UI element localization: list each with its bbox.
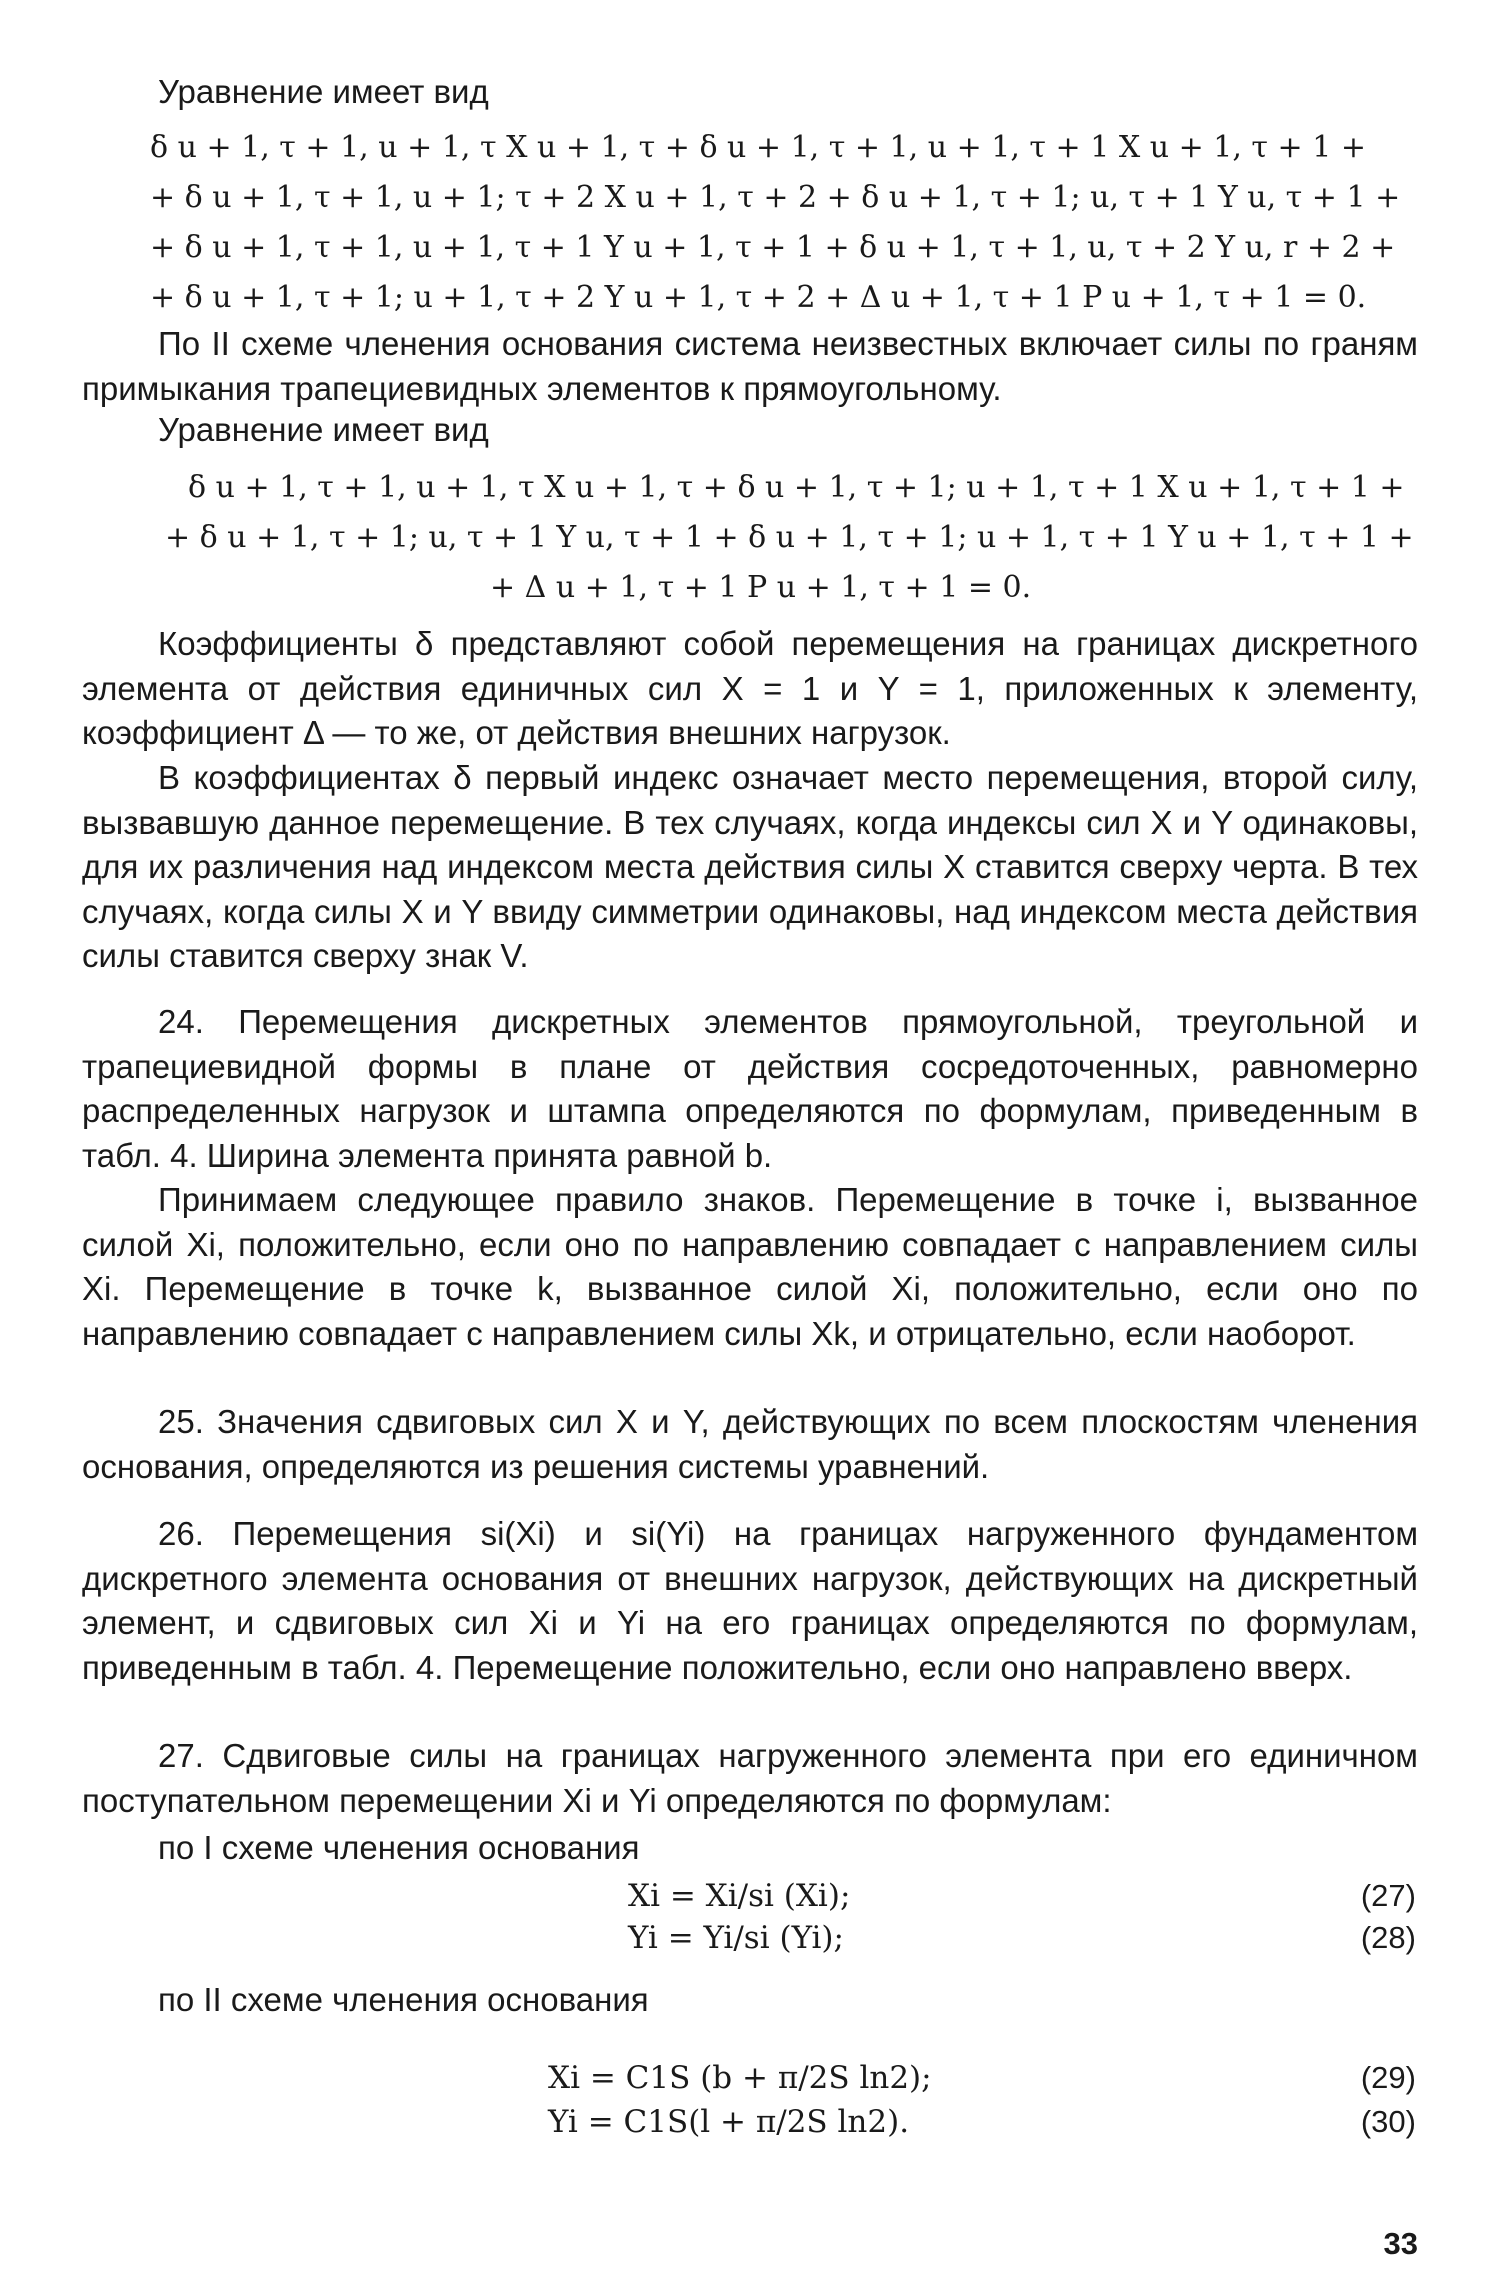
equation-line: + δ u + 1, τ + 1, u + 1, τ + 1 Y u + 1, τ + 1 + δ u + 1, τ + 1, u, τ + 2 Y u, r + 2 + [150,230,1396,265]
equation-intro: Уравнение имеет вид [158,411,489,448]
equation-line: + δ u + 1, τ + 1; u, τ + 1 Y u, τ + 1 + δ u + 1, τ + 1; u + 1, τ + 1 Y u + 1, τ + 1 + [165,520,1414,555]
paragraph-sign-rule: Принимаем следующее правило знаков. Перемещение в точке i, вызванное силой Xi, положительно, если оно по направлению совпадает с направлением силы Xi. Перемещение в точке k, вызванное силой Xi, положительно, если оно по направлению совпадает с направлением силы Xk, и отрицательно, если наоборот. [82,1181,1418,1352]
formula-27: Xi = Xi/si (Xi); [628,1878,851,1914]
equation-line: + Δ u + 1, τ + 1 P u + 1, τ + 1 = 0. [490,570,1032,605]
paragraph-scheme-2: По II схеме членения основания система неизвестных включает силы по граням примыкания трапециевидных элементов к прямоугольному. [82,325,1418,407]
paragraph-24: 24. Перемещения дискретных элементов прямоугольной, треугольной и трапециевидной формы в плане от действия сосредоточенных, равномерно распределенных нагрузок и штампа определяются по формулам, приведенным в табл. 4. Ширина элемента принята равной b. [82,1003,1418,1174]
formula-number-27: (27) [1360,1878,1416,1913]
paragraph-27: 27. Сдвиговые силы на границах нагруженного элемента при его единичном поступательном перемещении Xi и Yi определяются по формулам: [82,1737,1418,1819]
formula-28: Yi = Yi/si (Yi); [628,1920,844,1956]
paragraph-25: 25. Значения сдвиговых сил X и Y, действующих по всем плоскостям членения основания, определяются из решения системы уравнений. [82,1403,1418,1485]
formula-number-28: (28) [1360,1920,1416,1955]
equation-intro: Уравнение имеет вид [158,73,489,110]
formula-number-29: (29) [1360,2060,1416,2095]
scheme-1-label: по I схеме членения основания [158,1829,640,1866]
equation-line: δ u + 1, τ + 1, u + 1, τ X u + 1, τ + δ u + 1, τ + 1; u + 1, τ + 1 X u + 1, τ + 1 + [188,470,1405,505]
equation-line: + δ u + 1, τ + 1; u + 1, τ + 2 Y u + 1, τ + 2 + Δ u + 1, τ + 1 P u + 1, τ + 1 = 0. [150,280,1367,315]
formula-number-30: (30) [1360,2104,1416,2139]
scheme-2-label: по II схеме членения основания [158,1981,649,2018]
equation-line: + δ u + 1, τ + 1, u + 1; τ + 2 X u + 1, τ + 2 + δ u + 1, τ + 1; u, τ + 1 Y u, τ + 1 + [150,180,1401,215]
page-number: 33 [1383,2226,1418,2261]
equation-line: δ u + 1, τ + 1, u + 1, τ X u + 1, τ + δ u + 1, τ + 1, u + 1, τ + 1 X u + 1, τ + 1 + [150,130,1366,165]
formula-29: Xi = C1S (b + π/2S ln2); [548,2060,932,2096]
paragraph-coefficients: Коэффициенты δ представляют собой перемещения на границах дискретного элемента от действия единичных сил X = 1 и Y = 1, приложенных к элементу, коэффициент Δ — то же, от действия внешних нагрузок. [82,625,1418,751]
paragraph-26: 26. Перемещения si(Xi) и si(Yi) на границах нагруженного фундаментом дискретного элемента основания от внешних нагрузок, действующих на дискретный элемент, и сдвиговых сил Xi и Yi на его границах определяются по формулам, приведенным в табл. 4. Перемещение положительно, если оно направлено вверх. [82,1515,1418,1686]
paragraph-indices: В коэффициентах δ первый индекс означает место перемещения, второй силу, вызвавшую данное перемещение. В тех случаях, когда индексы сил X и Y одинаковы, для их различения над индексом места действия силы X ставится сверху черта. В тех случаях, когда силы X и Y ввиду симметрии одинаковы, над индексом места действия силы ставится сверху знак V. [82,759,1418,974]
formula-30: Yi = C1S(l + π/2S ln2). [548,2104,910,2140]
